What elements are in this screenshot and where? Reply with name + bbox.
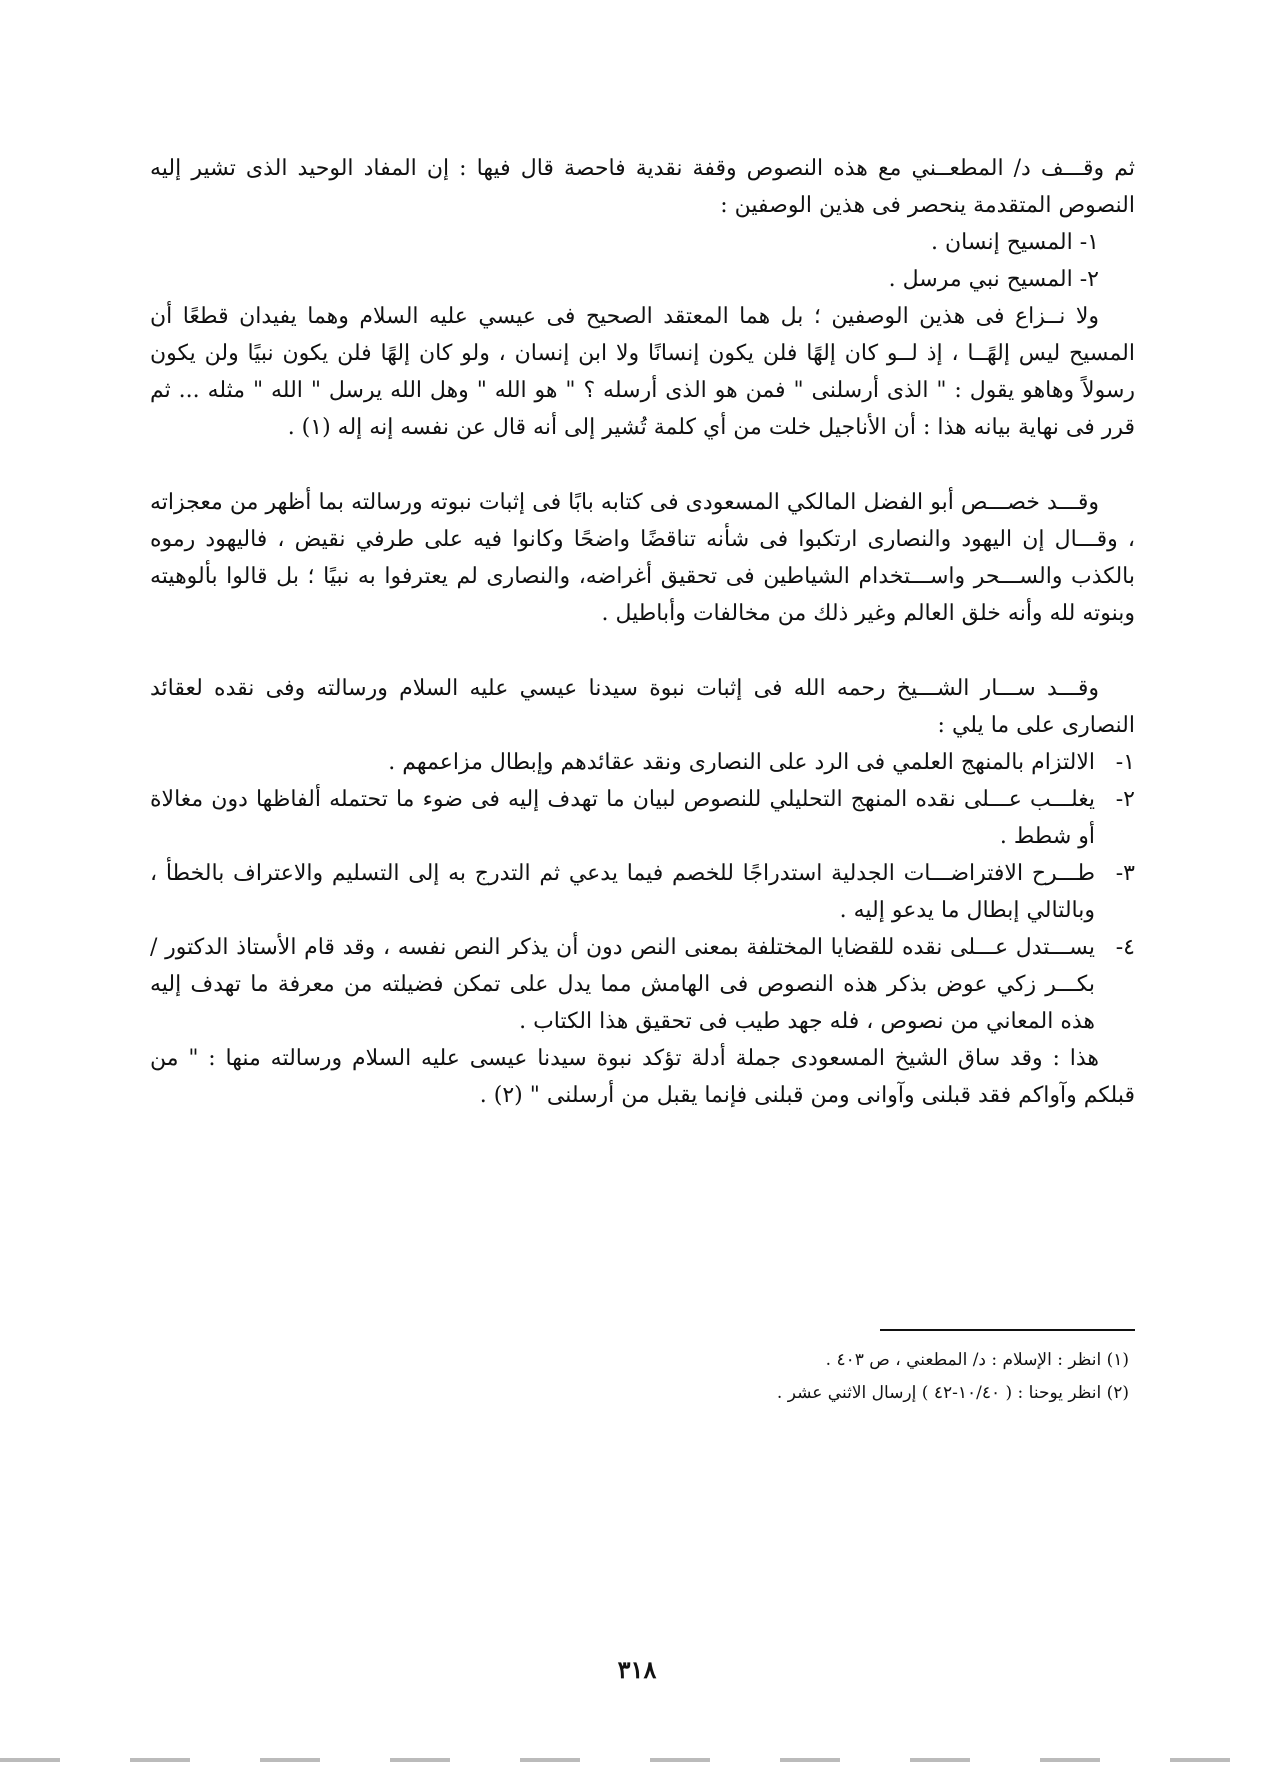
method-item — [150, 855, 1135, 929]
list-item-2: ٢- المسيح نبي مرسل . — [888, 267, 1099, 292]
paragraph-no-dispute: ولا نــزاع فى هذين الوصفين ؛ بل هما المعتقد الصحيح فى عيسي عليه السلام وهما يفيدان قطعًا أن المسيح ليس إلهًــا ، إذ لــو كان إلهًا فلن يكون إنسانًا ولا ابن إنسان ، ولو كان إلهًا فلن يكون نبيًا ولن يكون رسولاً وهاهو يقول : " الذى أرسلنى " فمن هو الذى أرسله ؟ " هو الله " وهل الله يرسل " الله " مثله ... ثم قرر فى نهاية بيانه هذا : أن الأناجيل خلت من أي كلمة تُشير إلى أنه قال عن نفسه إنه إله (١) . — [150, 304, 1135, 440]
method-item — [150, 781, 1135, 855]
footnote-divider — [880, 1329, 1135, 1331]
method-item-number: ٣- — [1115, 861, 1135, 886]
method-item-number: ٢- — [1115, 787, 1135, 812]
paragraph-method: وقـــد ســـار الشـــيخ رحمه الله فى إثبات نبوة سيدنا عيسي عليه السلام ورسالته وفى نقده لعقائد النصارى على ما يلي : — [150, 676, 1135, 738]
method-item-text: يغلـــب عـــلى نقده المنهج التحليلي للنصوص لبيان ما تهدف إليه فى ضوء ما تحتمله ألفاظها دون مغالاة أو شطط . — [150, 787, 1095, 849]
method-item — [150, 929, 1135, 1040]
method-item-number: ٤- — [1115, 935, 1135, 960]
footnotes — [150, 1344, 1135, 1410]
main-text — [150, 150, 1135, 1114]
method-item-text: طـــرح الافتراضـــات الجدلية استدراجًا للخصم فيما يدعي ثم التدرج به إلى التسليم والاعتراف بالخطأ ، وبالتالي إبطال ما يدعو إليه . — [150, 861, 1095, 923]
method-item-number: ١- — [1115, 750, 1135, 775]
method-item-text: الالتزام بالمنهج العلمي فى الرد على النصارى ونقد عقائدهم وإبطال مزاعمهم . — [388, 750, 1095, 775]
footnote-2: (٢) انظر يوحنا : ( ١٠/٤٠-٤٢ ) إرسال الاثني عشر . — [776, 1383, 1129, 1403]
scan-edge-artifact — [0, 1758, 1274, 1762]
list-item-1: ١- المسيح إنسان . — [931, 230, 1099, 255]
footnote-1: (١) انظر : الإسلام : د/ المطعني ، ص ٤٠٣ . — [825, 1350, 1129, 1370]
paragraph-evidence: هذا : وقد ساق الشيخ المسعودى جملة أدلة تؤكد نبوة سيدنا عيسى عليه السلام ورسالته منها : " من قبلكم وآواكم فقد قبلنى وآوانى ومن قبلنى فإنما يقبل من أرسلنى " (٢) . — [150, 1046, 1135, 1108]
method-item — [150, 744, 1135, 781]
method-item-text: يســـتدل عـــلى نقده للقضايا المختلفة بمعنى النص دون أن يذكر النص نفسه ، وقد قام الأستاذ الدكتور / بكـــر زكي عوض بذكر هذه النصوص فى الهامش مما يدل على تمكن فضيلته من معرفة ما تهدف إليه هذه المعاني من نصوص ، فله جهد طيب فى تحقيق هذا الكتاب . — [150, 935, 1095, 1034]
paragraph-intro: ثم وقـــف د/ المطعــني مع هذه النصوص وقفة نقدية فاحصة قال فيها : إن المفاد الوحيد الذى تشير إليه النصوص المتقدمة ينحصر فى هذين الوصفين : — [150, 156, 1136, 218]
page-number: ٣١٨ — [617, 1655, 657, 1684]
paragraph-masudi: وقـــد خصـــص أبو الفضل المالكي المسعودى فى كتابه بابًا فى إثبات نبوته ورسالته بما أظهر من معجزاته ، وقـــال إن اليهود والنصارى ارتكبوا فى شأنه تناقضًا واضحًا وكانوا فيه على طرفي نقيض ، فاليهود رموه بالكذب والســـحر واســـتخدام الشياطين فى تحقيق أغراضه، والنصارى لم يعترفوا به نبيًا ؛ بل قالوا بألوهيته وبنوته لله وأنه خلق العالم وغير ذلك من مخالفات وأباطيل . — [150, 490, 1135, 626]
